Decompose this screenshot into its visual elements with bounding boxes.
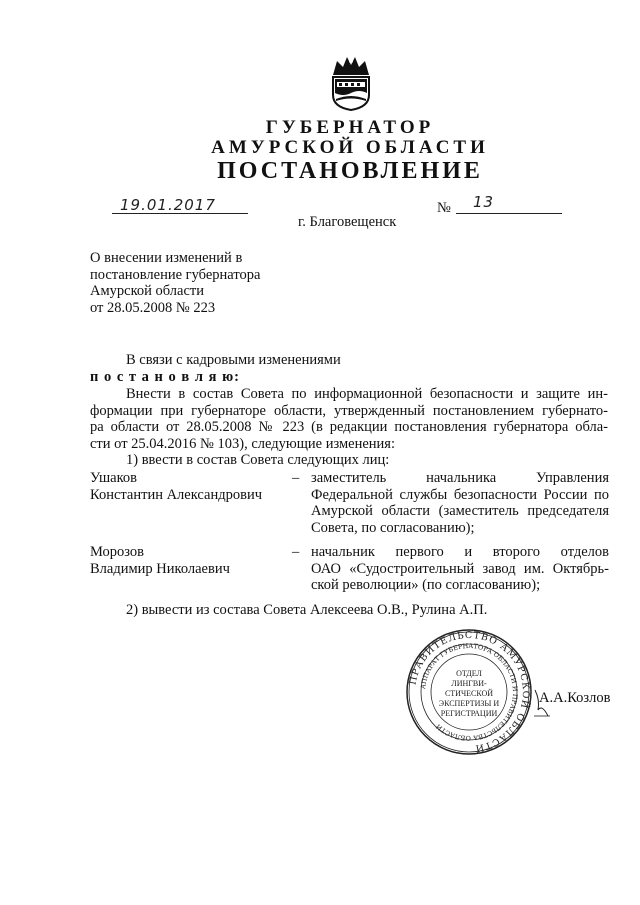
resolve-word: п о с т а н о в л я ю: — [90, 369, 240, 385]
coat-of-arms-icon — [329, 55, 373, 111]
item-2: 2) вывести из состава Совета Алексеева О.В., Рулина А.П. — [126, 602, 488, 618]
stamp-center-line: РЕГИСТРАЦИИ — [440, 709, 498, 718]
person-dash: – — [292, 544, 300, 560]
paragraph-line: формации при губернаторе области, утвержденный постановлением губернато- — [90, 402, 608, 419]
paragraph-line: Внести в состав Совета по информационной безопасности и защите ин- — [126, 386, 608, 402]
description-line: заместитель начальника Управления — [311, 470, 609, 486]
subject-line: от 28.05.2008 № 223 — [90, 299, 216, 316]
stamp-inner-text: АППАРАТ ГУБЕРНАТОРА ОБЛАСТИ И ПРАВИТЕЛЬСТВА ОБЛАСТИ — [419, 641, 520, 743]
paragraph-line: сти от 25.04.2016 № 103), следующие изменения: — [90, 435, 396, 452]
subject-block — [90, 250, 350, 316]
description-line: Амурской области (заместитель председателя — [311, 503, 609, 519]
stamp-center-line: СТИЧЕСКОЙ — [444, 689, 494, 698]
number-label: № — [437, 200, 451, 216]
person-dash: – — [292, 470, 300, 486]
document-date: 19.01.2017 — [120, 196, 216, 214]
stamp-outer-text: ПРАВИТЕЛЬСТВО АМУРСКОЙ ОБЛАСТИ — [407, 629, 532, 754]
number-underline — [456, 213, 562, 214]
date-underline — [112, 213, 248, 214]
person-given-names: Владимир Николаевич — [90, 561, 230, 577]
stamp-center-line: ЭКСПЕРТИЗЫ И — [438, 699, 500, 708]
description-line: Федеральной службы безопасности России по — [311, 486, 609, 503]
description-line: Совета, по согласованию); — [311, 519, 475, 536]
main-paragraph — [90, 386, 608, 452]
title-governor: ГУБЕРНАТОР — [265, 117, 435, 138]
person-given-names: Константин Александрович — [90, 487, 262, 503]
description-line: ОАО «Судостроительный завод им. Октябрь- — [311, 560, 609, 577]
paragraph-line: ра области от 28.05.2008 № 223 (в редакции постановления губернатора обла- — [90, 419, 608, 435]
person-surname: Ушаков — [90, 470, 137, 486]
signatory-name: А.А.Козлов — [539, 690, 611, 706]
person-description — [311, 470, 609, 536]
person-description — [311, 544, 609, 594]
stamp-center-line: ОТДЕЛ — [456, 669, 482, 678]
subject-line: О внесении изменений в — [90, 250, 243, 266]
document-number: 13 — [473, 193, 495, 211]
title-region: АМУРСКОЙ ОБЛАСТИ — [211, 137, 489, 158]
doc-type-title: ПОСТАНОВЛЕНИЕ — [217, 158, 483, 184]
intro-text: В связи с кадровыми изменениями — [126, 352, 341, 368]
person-surname: Морозов — [90, 544, 145, 560]
description-line: ской революции» (по согласованию); — [311, 577, 541, 593]
official-stamp — [405, 628, 533, 756]
stamp-center-line: ЛИНГВИ- — [451, 679, 487, 688]
city: г. Благовещенск — [298, 214, 397, 230]
subject-line: Амурской области — [90, 283, 204, 299]
item-1: 1) ввести в состав Совета следующих лиц: — [126, 452, 390, 468]
description-line: начальник первого и второго отделов — [311, 544, 609, 560]
subject-line: постановление губернатора — [90, 266, 261, 283]
